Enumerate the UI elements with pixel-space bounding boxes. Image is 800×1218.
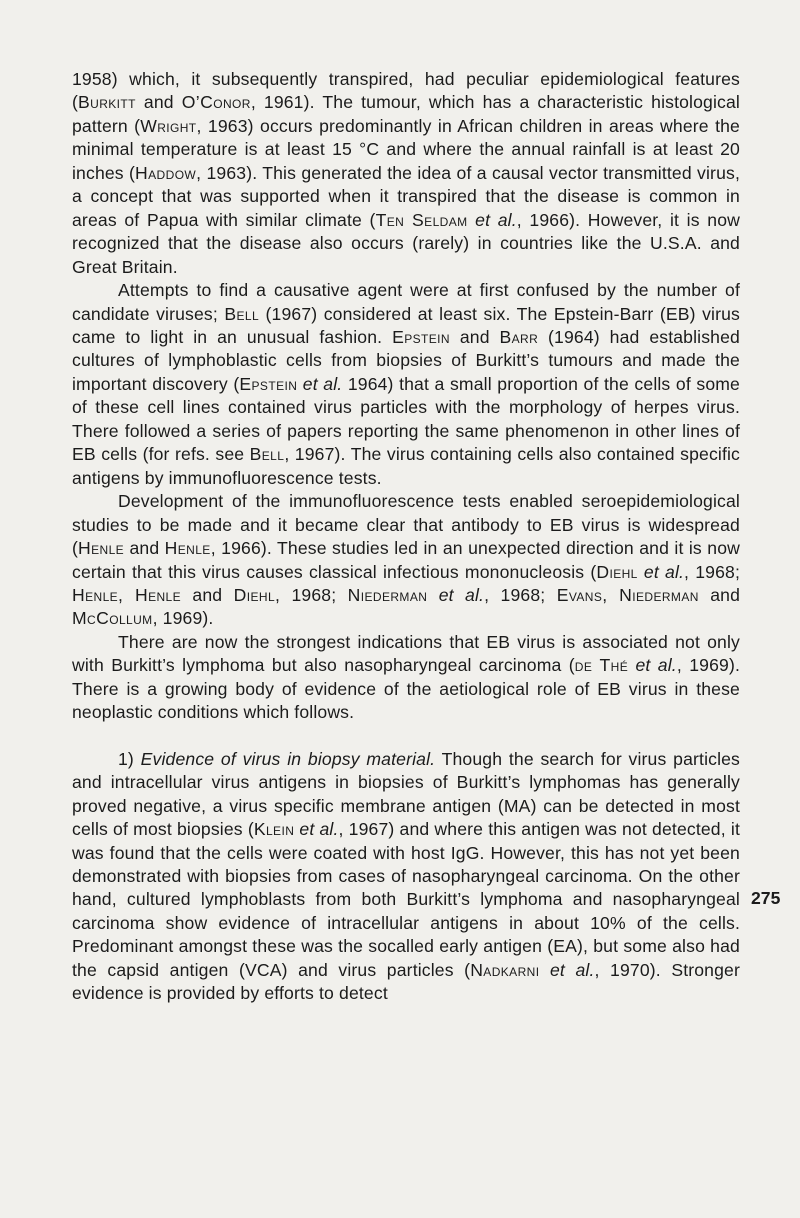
paragraph — [72, 631, 740, 725]
text-run: , 1969). — [152, 608, 214, 629]
text-run — [468, 210, 476, 230]
text-run: Development of the immunofluorescence tests enabled seroepidemiological studies to be made and it became clear that antibody to EB virus is widespread ( — [72, 491, 740, 559]
text-run: 1958) which, it subsequently transpired, had peculiar epidemiological features ( — [72, 69, 740, 113]
author-name: Evans, Niederman — [556, 584, 699, 605]
text-run: and — [124, 538, 165, 559]
italic-text: et al. — [475, 209, 517, 230]
text-run: , 1968; — [484, 584, 557, 605]
text-run: and — [181, 584, 234, 605]
italic-text: et al. — [549, 959, 595, 980]
italic-text: et al. — [635, 655, 677, 676]
author-name: McCollum — [72, 608, 153, 629]
italic-text: et al. — [302, 373, 343, 394]
text-run: Though the search for virus particles and intracellular virus antigens in biopsies of Burkitt’s lymphomas has generally proved negative, a virus specific membrane antigen (MA) can be detected in most cells of most biopsies ( — [72, 748, 741, 840]
author-name: Bell — [224, 303, 260, 324]
author-name: Epstein — [392, 326, 450, 347]
paragraph — [72, 490, 740, 631]
author-name: Diehl — [596, 561, 638, 582]
page-body — [72, 68, 740, 1006]
italic-text: et al. — [438, 584, 485, 605]
author-name: O’Conor — [181, 92, 251, 113]
italic-text: Evidence of virus in biopsy material. — [140, 748, 436, 769]
author-name: Barr — [499, 326, 539, 347]
text-run: , 1963) occurs predominantly in African children in areas where the minimal temperature is at least 15 °C and where the annual rainfall is at least 20 inches ( — [72, 115, 740, 183]
text-run: , 1967) and where this antigen was not detected, it was found that the cells were coated with host IgG. However, this has not yet been demonstrated with biopsies from cases of nasopharyngeal carcinoma. On the other hand, cultured lymphoblasts from both Burkitt’s lymphoma and nasopharyngeal carcinoma show evidence of intracellular antigens in about 10% of the cells. Predominant amongst these was the socalled early antigen (EA), but some also had the capsid antigen (VCA) and virus particles ( — [72, 819, 740, 980]
author-name: Niederman — [347, 584, 428, 605]
text-run: , 1968; — [275, 584, 348, 605]
author-name: Henle, Henle — [72, 584, 182, 605]
author-name: Burkitt — [78, 92, 136, 113]
author-name: Ten Seldam — [375, 209, 468, 230]
author-name: Bell — [249, 444, 285, 465]
author-name: de Thé — [574, 655, 629, 676]
text-run: Attempts to find a causative agent were at first confused by the number of candidate viruses; — [72, 280, 740, 324]
text-run: 1) — [118, 748, 141, 769]
italic-text: et al. — [643, 561, 685, 582]
text-run — [539, 960, 550, 980]
author-name: Epstein — [239, 373, 298, 394]
text-run: , 1961). The tumour, which has a characteristic histological pattern ( — [72, 92, 740, 136]
text-run — [427, 585, 438, 605]
paragraph — [72, 279, 740, 490]
author-name: Nadkarni — [470, 959, 540, 980]
author-name: Henle — [164, 538, 211, 559]
text-run: There are now the strongest indications that EB virus is associated not only with Burkitt’s lymphoma but also nasopharyngeal carcinoma ( — [72, 631, 740, 676]
text-run: , 1970). Stronger evidence is provided by efforts to detect — [72, 959, 740, 1004]
text-run: , 1963). This generated the idea of a causal vector transmitted virus, a concept that was supported when it transpired that the disease is common in areas of Papua with similar climate ( — [72, 162, 740, 230]
text-run: , 1967). The virus containing cells also contained specific antigens by immunofluorescence tests. — [72, 444, 740, 488]
text-run: and — [135, 92, 182, 113]
italic-text: et al. — [299, 819, 339, 840]
paragraph — [72, 68, 740, 279]
paragraph-gap — [72, 725, 740, 748]
page-number: 275 — [751, 888, 781, 908]
text-run — [628, 655, 635, 675]
paragraph — [72, 748, 740, 1006]
text-run: , 1966). However, it is now recognized that the disease also occurs (rarely) in countries like the U.S.A. and Great Britain. — [72, 209, 740, 277]
author-name: Diehl — [233, 584, 276, 605]
text-run: , 1968; — [684, 561, 740, 582]
text-run: , 1969). There is a growing body of evidence of the aetiological role of EB virus in these neoplastic conditions which follows. — [72, 655, 741, 723]
text-run: and — [449, 326, 500, 347]
author-name: Henle — [78, 538, 125, 559]
text-run: (1964) had established cultures of lymphoblastic cells from biopsies of Burkitt’s tumours and made the important discovery ( — [72, 326, 740, 394]
text-run: 1964) that a small proportion of the cells of some of these cell lines contained virus particles with the morphology of herpes virus. There followed a series of papers reporting the same phenomenon in other lines of EB cells (for refs. see — [72, 373, 740, 465]
author-name: Klein — [253, 819, 295, 840]
author-name: Wright — [140, 115, 197, 136]
author-name: Haddow — [135, 162, 197, 183]
text-run: , 1966). These studies led in an unexpected direction and it is now certain that this virus causes classical infectious mononucleosis ( — [72, 538, 740, 582]
text-run: and — [698, 584, 741, 605]
text-run: (1967) considered at least six. The Epstein-Barr (EB) virus came to light in an unusual fashion. — [72, 303, 741, 347]
